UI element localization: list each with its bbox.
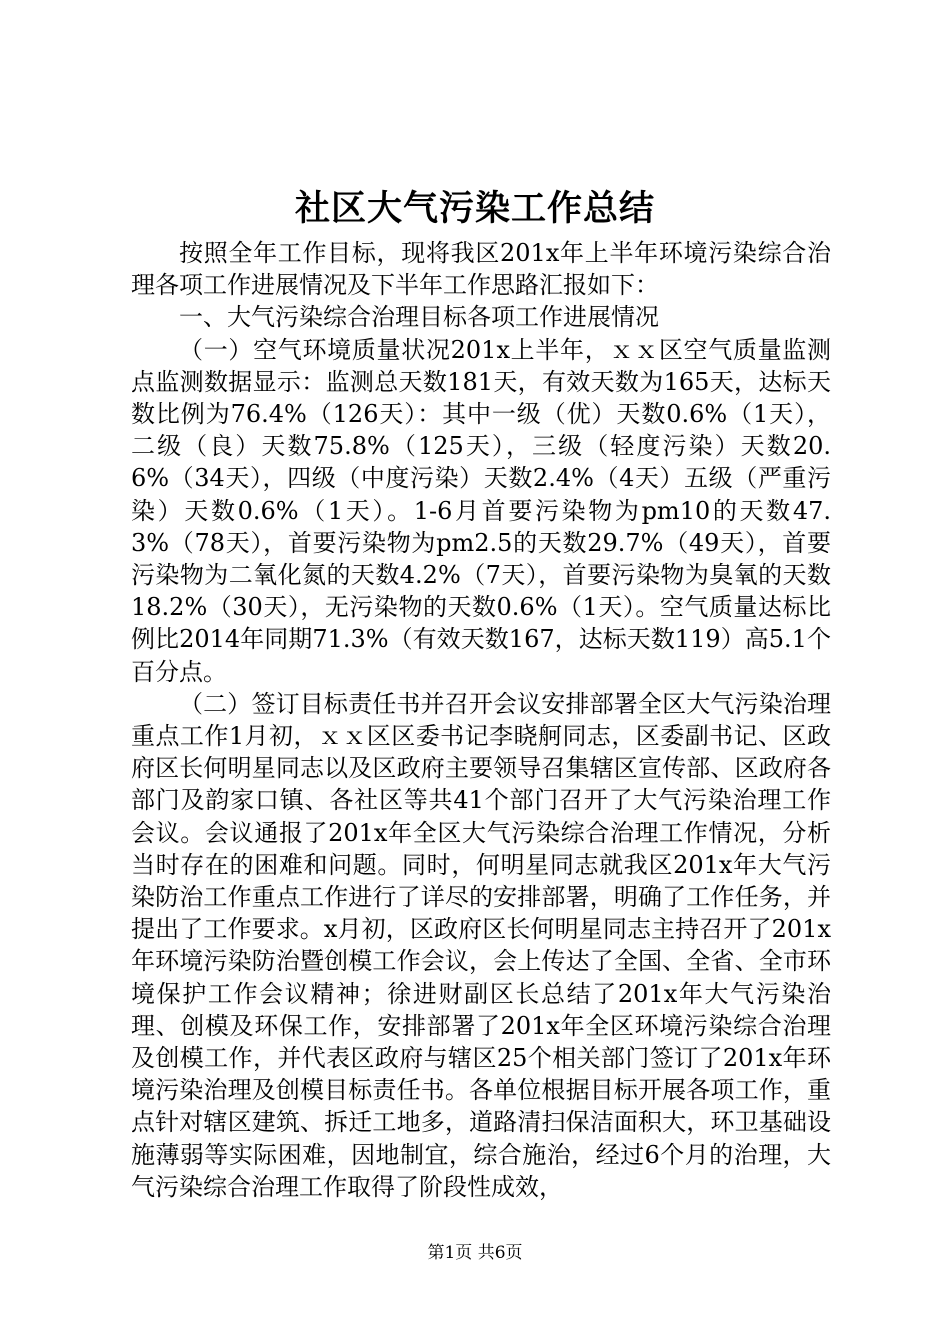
responsibility-paragraph: （二）签订目标责任书并召开会议安排部署全区大气污染治理重点工作1月初，ｘｘ区区委书记李晓舸同志，区委副书记、区政府区长何明星同志以及区政府主要领导召集辖区宣传部、区政府各部门及韵家口镇、各社区等共41个部门召开了大气污染治理工作会议。会议通报了201x年全区大气污染综合治理工作情况，分析当时存在的困难和问题。同时，何明星同志就我区201x年大气污染防治工作重点工作进行了详尽的安排部署，明确了工作任务，并提出了工作要求。x月初，区政府区长何明星同志主持召开了201x年环境污染防治暨创模工作会议，会上传达了全国、全省、全市环境保护工作会议精神；徐进财副区长总结了201x年大气污染治理、创模及环保工作，安排部署了201x年全区环境污染综合治理及创模工作，并代表区政府与辖区25个相关部门签订了201x年环境污染治理及创模目标责任书。各单位根据目标开展各项工作，重点针对辖区建筑、拆迁工地多，道路清扫保洁面积大，环卫基础设施薄弱等实际困难，因地制宜，综合施治，经过6个月的治理，大气污染综合治理工作取得了阶段性成效， — [131, 689, 831, 1201]
document-body — [131, 237, 831, 1203]
air-quality-paragraph: （一）空气环境质量状况201x上半年，ｘｘ区空气质量监测点监测数据显示：监测总天数181天，有效天数为165天，达标天数比例为76.4%（126天）：其中一级（优）天数0.6%（1天），二级（良）天数75.8%（125天），三级（轻度污染）天数20.6%（34天），四级（中度污染）天数2.4%（4天）五级（严重污染）天数0.6%（1天）。1-6月首要污染物为pm10的天数47.3%（78天），首要污染物为pm2.5的天数29.7%（49天），首要污染物为二氧化氮的天数4.2%（7天），首要污染物为臭氧的天数18.2%（30天），无污染物的天数0.6%（1天）。空气质量达标比例比2014年同期71.3%（有效天数167，达标天数119）高5.1个百分点。 — [131, 335, 831, 686]
section-heading: 一、大气污染综合治理目标各项工作进展情况 — [179, 303, 659, 332]
intro-paragraph: 按照全年工作目标，现将我区201x年上半年环境污染综合治理各项工作进展情况及下半年工作思路汇报如下： — [131, 239, 831, 300]
page-footer: 第1页 共6页 — [427, 1243, 523, 1263]
document-title: 社区大气污染工作总结 — [294, 188, 655, 229]
